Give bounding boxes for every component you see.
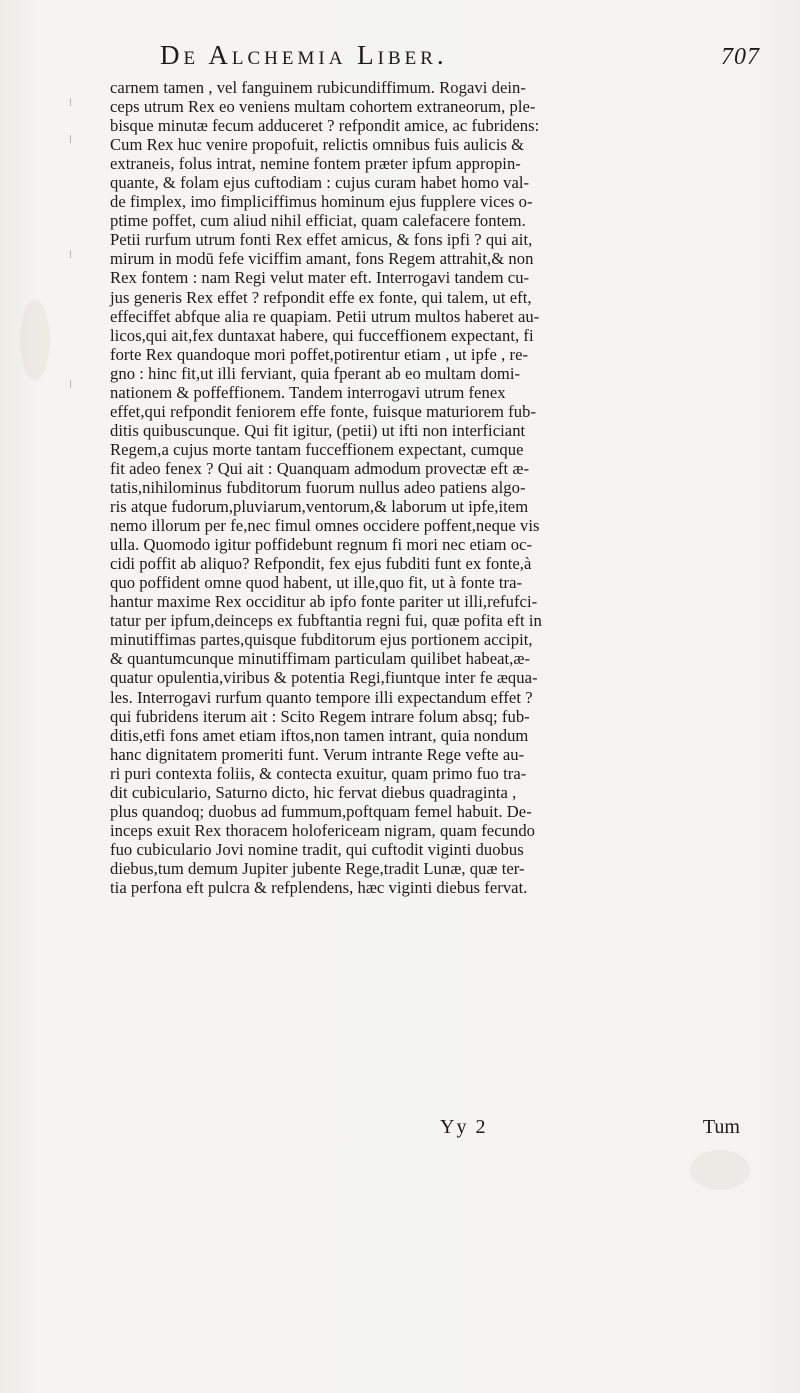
margin-mark bbox=[70, 98, 79, 106]
text-line: quante, & folam ejus cuftodiam : cujus curam habet homo val- bbox=[110, 173, 530, 193]
text-line: les. Interrogavi rurfum quanto tempore illi expectandum effet ? bbox=[110, 687, 533, 707]
margin-mark bbox=[70, 380, 79, 388]
text-line: plus quandoq; duobus ad fummum,poftquam femel habuit. De- bbox=[110, 801, 532, 821]
text-line: Rex fontem : nam Regi velut mater eft. Interrogavi tandem cu- bbox=[110, 268, 530, 288]
text-line: Regem,a cujus morte tantam fucceffionem expectant, cumque bbox=[110, 439, 524, 459]
text-line: fuo cubiculario Jovi nomine tradit, qui cuftodit viginti duobus bbox=[110, 839, 524, 859]
text-line: hantur maxime Rex occiditur ab ipfo fonte pariter ut illi,refufci- bbox=[110, 592, 538, 612]
body-text bbox=[110, 78, 770, 897]
text-line: quo poffident omne quod habent, ut ille,quo fit, ut à fonte tra- bbox=[110, 573, 523, 593]
text-line: tatur per ipfum,deinceps ex fubftantia regni fui, quæ pofita eft in bbox=[110, 611, 542, 631]
signature-mark: Yy 2 bbox=[440, 1116, 488, 1138]
text-line: qui fubridens iterum ait : Scito Regem intrare folum absq; fub- bbox=[110, 706, 530, 726]
text-line: bisque minutæ fecum adduceret ? refpondit amice, ac fubridens: bbox=[110, 116, 540, 136]
margin-mark bbox=[70, 135, 79, 143]
text-line: gno : hinc fit,ut illi ferviant, quia fperant ab eo multam domi- bbox=[110, 363, 521, 383]
margin-mark bbox=[70, 250, 79, 258]
text-line: hanc dignitatem promeriti funt. Verum intrante Rege vefte au- bbox=[110, 744, 525, 764]
text-line: nationem & poffeffionem. Tandem interrogavi utrum fenex bbox=[110, 382, 506, 402]
text-line: ptime poffet, cum aliud nihil efficiat, quam calefacere fontem. bbox=[110, 211, 526, 231]
text-line: mirum in modū fefe viciffim amant, fons Regem attrahit,& non bbox=[110, 249, 534, 269]
text-line: Petii rurfum utrum fonti Rex effet amicus, & fons ipfi ? qui ait, bbox=[110, 230, 533, 250]
text-line: extraneis, folus intrat, nemine fontem præter ipfum appropin- bbox=[110, 154, 521, 174]
page-footer bbox=[110, 1116, 770, 1142]
text-line: de fimplex, imo fimpliciffimus hominum ejus fupplere vices o- bbox=[110, 192, 533, 212]
text-line: licos,qui ait,fex duntaxat habere, qui fucceffionem expectant, fi bbox=[110, 325, 534, 345]
text-line: tia perfona eft pulcra & refplendens, hæc viginti diebus fervat. bbox=[110, 877, 528, 897]
text-line: diebus,tum demum Jupiter jubente Rege,tradit Lunæ, quæ ter- bbox=[110, 858, 525, 878]
text-line: dit cubiculario, Saturno dicto, hic fervat diebus quadraginta , bbox=[110, 782, 517, 802]
paper-stain bbox=[20, 300, 50, 380]
page-number: 707 bbox=[721, 44, 760, 70]
text-line: ris atque fudorum,pluviarum,ventorum,& laborum ut ipfe,item bbox=[110, 497, 529, 517]
text-line: & quantumcunque minutiffimam particulam quilibet habeat,æ- bbox=[110, 649, 531, 669]
text-line: ulla. Quomodo igitur poffidebunt regnum fi mori nec etiam oc- bbox=[110, 535, 533, 555]
catchword: Tum bbox=[702, 1116, 740, 1138]
text-line: Cum Rex huc venire propofuit, relictis omnibus fuis aulicis & bbox=[110, 135, 525, 155]
running-title: De Alchemia Liber. bbox=[160, 40, 448, 70]
text-line: inceps exuit Rex thoracem holofericeam nigram, quam fecundo bbox=[110, 820, 536, 840]
text-line: quatur opulentia,viribus & potentia Regi,fiuntque inter fe æqua- bbox=[110, 668, 538, 688]
text-line: ceps utrum Rex eo veniens multam cohortem extraneorum, ple- bbox=[110, 97, 536, 117]
text-line: carnem tamen , vel fanguinem rubicundiffimum. Rogavi dein- bbox=[110, 78, 526, 97]
text-line: cidi poffit ab aliquo? Refpondit, fex ejus fubditi funt ex fonte,à bbox=[110, 554, 532, 574]
text-line: effeciffet abfque alia re quapiam. Petii utrum multos haberet au- bbox=[110, 306, 540, 326]
text-line: ri puri contexta foliis, & contecta exuitur, quam primo fuo tra- bbox=[110, 763, 527, 783]
text-line: fit adeo fenex ? Qui ait : Quanquam admodum provectæ eft æ- bbox=[110, 458, 530, 478]
text-line: tatis,nihilominus fubditorum fuorum nullus adeo patiens algo- bbox=[110, 477, 526, 497]
text-line: nemo illorum per fe,nec fimul omnes occidere poffent,neque vis bbox=[110, 516, 540, 536]
text-line: ditis quibuscunque. Qui fit igitur, (petii) ut ifti non interficiant bbox=[110, 420, 526, 440]
text-line: ditis,etfi fons amet etiam iftos,non tamen intrant, quia nondum bbox=[110, 725, 529, 745]
text-line: forte Rex quandoque mori poffet,potirentur etiam , ut ipfe , re- bbox=[110, 344, 529, 364]
text-line: jus generis Rex effet ? refpondit effe ex fonte, qui talem, ut eft, bbox=[110, 287, 532, 307]
text-line: minutiffimas partes,quisque fubditorum ejus portionem accipit, bbox=[110, 630, 533, 650]
paper-stain bbox=[690, 1150, 750, 1190]
text-line: effet,qui refpondit feniorem effe fonte, fuisque maturiorem fub- bbox=[110, 401, 537, 421]
page-header bbox=[100, 40, 760, 76]
